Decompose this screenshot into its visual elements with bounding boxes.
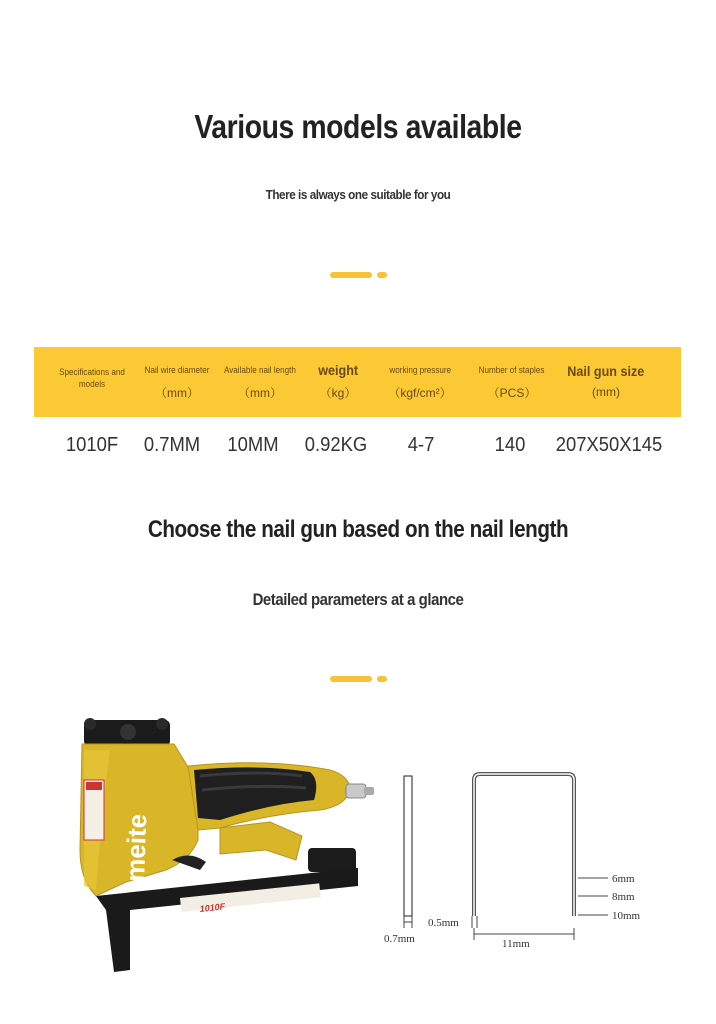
brand-logo: meite xyxy=(120,813,153,883)
cell-number-of-staples: 140 xyxy=(494,434,526,456)
decorative-dash-long xyxy=(330,676,372,682)
cell-model: 1010F xyxy=(65,434,119,456)
cell-working-pressure: 4-7 xyxy=(407,434,435,456)
cell-nail-length: 10MM xyxy=(227,434,279,456)
header-nail-length xyxy=(220,347,300,417)
header-working-pressure xyxy=(378,347,462,417)
page-title: Various models available xyxy=(194,108,522,145)
decorative-dash-short xyxy=(377,676,387,682)
nail-gun-image xyxy=(70,710,390,980)
header-unit: (mm) xyxy=(592,385,620,399)
decorative-dash-short xyxy=(377,272,387,278)
model-mark: 1010F xyxy=(199,901,226,914)
header-label: working pressure xyxy=(389,364,451,375)
header-label: Specifications and models xyxy=(59,367,125,389)
section-title: Choose the nail gun based on the nail length xyxy=(147,516,569,543)
header-unit: （mm） xyxy=(155,385,199,400)
header-wire-diameter xyxy=(136,347,218,417)
header-unit: （kg） xyxy=(319,385,357,400)
crown-width-label: 11mm xyxy=(502,938,530,950)
header-specifications xyxy=(54,347,130,417)
header-number-of-staples xyxy=(468,347,556,417)
header-nail-gun-size xyxy=(558,347,654,417)
section-subtitle: Detailed parameters at a glance xyxy=(252,590,464,609)
wire-width-label: 0.5mm xyxy=(428,917,459,929)
header-label: weight xyxy=(318,361,358,378)
staple-dimension-diagram xyxy=(380,770,670,960)
length-label-6mm: 6mm xyxy=(612,873,635,885)
wire-thickness-label: 0.7mm xyxy=(384,933,415,945)
length-label-10mm: 10mm xyxy=(612,910,641,922)
cell-weight: 0.92KG xyxy=(304,434,368,456)
spec-table-header xyxy=(34,347,681,417)
header-label: Nail gun size xyxy=(567,363,645,379)
spec-table-row xyxy=(34,434,681,464)
page-subtitle: There is always one suitable for you xyxy=(265,187,451,202)
header-weight xyxy=(304,347,372,417)
header-unit: （kgf/cm²） xyxy=(388,385,452,400)
cell-wire-diameter: 0.7MM xyxy=(143,434,201,456)
header-label: Nail wire diameter xyxy=(144,364,210,375)
header-unit: （PCS） xyxy=(487,385,537,400)
cell-nail-gun-size: 207X50X145 xyxy=(555,434,663,456)
header-label: Available nail length xyxy=(224,364,296,375)
length-label-8mm: 8mm xyxy=(612,891,635,903)
header-label: Number of staples xyxy=(479,364,545,375)
header-unit: （mm） xyxy=(238,385,282,400)
decorative-dash-long xyxy=(330,272,372,278)
